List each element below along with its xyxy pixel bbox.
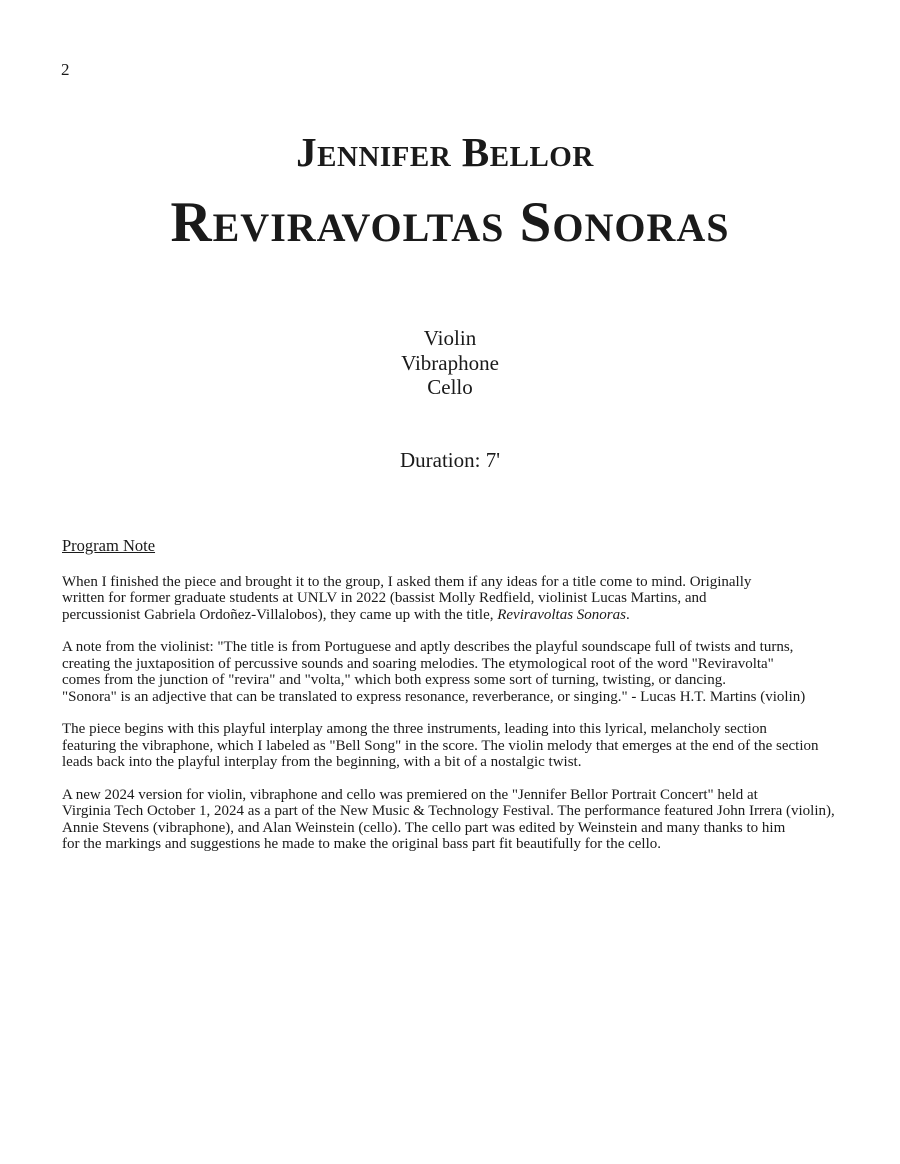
paragraph-line: Virginia Tech October 1, 2024 as a part of the New Music & Technology Festival. The performance featured John Irrera (violin), bbox=[62, 803, 835, 819]
instrument-cello: Cello bbox=[427, 375, 473, 399]
program-note-heading: Program Note bbox=[62, 536, 156, 555]
text-run: . bbox=[625, 606, 630, 623]
program-note-paragraph-2 bbox=[62, 639, 892, 705]
paragraph-line: leads back into the playful interplay from the beginning, with a bit of a nostalgic twist. bbox=[62, 754, 582, 770]
instrument-violin: Violin bbox=[423, 326, 477, 350]
paragraph-line: for the markings and suggestions he made to make the original bass part fit beautifully for the cello. bbox=[62, 836, 662, 852]
paragraph-line: "Sonora" is an adjective that can be translated to express resonance, reverberance, or singing." - Lucas H.T. Martins (violin) bbox=[62, 688, 806, 705]
italic-title: Reviravoltas Sonoras bbox=[497, 606, 626, 623]
paragraph-line: written for former graduate students at UNLV in 2022 (bassist Molly Redfield, violinist Lucas Martins, and bbox=[62, 590, 707, 606]
paragraph-line: A note from the violinist: "The title is from Portuguese and aptly describes the playful soundscape full of twists and turns, bbox=[62, 639, 794, 655]
text-run: percussionist Gabriela Ordoñez-Villalobos), they came up with the title, bbox=[62, 606, 498, 623]
program-note-paragraph-1 bbox=[62, 574, 892, 624]
composer-name: Jennifer Bellor bbox=[296, 129, 594, 175]
paragraph-line: creating the juxtaposition of percussive sounds and soaring melodies. The etymological root of the word "Reviravolta" bbox=[62, 655, 774, 672]
paragraph-line: comes from the junction of "revira" and "volta," which both express some sort of turning, twisting, or dancing. bbox=[62, 672, 726, 688]
paragraph-line: A new 2024 version for violin, vibraphone and cello was premiered on the "Jennifer Bellor Portrait Concert" held at bbox=[62, 786, 758, 803]
paragraph-line: Annie Stevens (vibraphone), and Alan Weinstein (cello). The cello part was edited by Weinstein and many thanks to him bbox=[62, 819, 786, 836]
page-number: 2 bbox=[61, 60, 70, 79]
piece-title: Reviravoltas Sonoras bbox=[170, 191, 730, 254]
paragraph-line: When I finished the piece and brought it to the group, I asked them if any ideas for a title come to mind. Originally bbox=[62, 573, 752, 590]
program-note-paragraph-4 bbox=[62, 787, 892, 853]
paragraph-line bbox=[62, 607, 892, 624]
program-note-paragraph-3 bbox=[62, 721, 892, 771]
instrument-vibraphone: Vibraphone bbox=[401, 350, 499, 375]
paragraph-line: The piece begins with this playful interplay among the three instruments, leading into this lyrical, melancholy section bbox=[62, 721, 767, 737]
instrumentation-list bbox=[0, 326, 900, 400]
duration: Duration: 7' bbox=[399, 448, 501, 472]
paragraph-line: featuring the vibraphone, which I labeled as "Bell Song" in the score. The violin melody that emerges at the end of the section bbox=[62, 737, 819, 754]
program-note bbox=[62, 538, 892, 869]
